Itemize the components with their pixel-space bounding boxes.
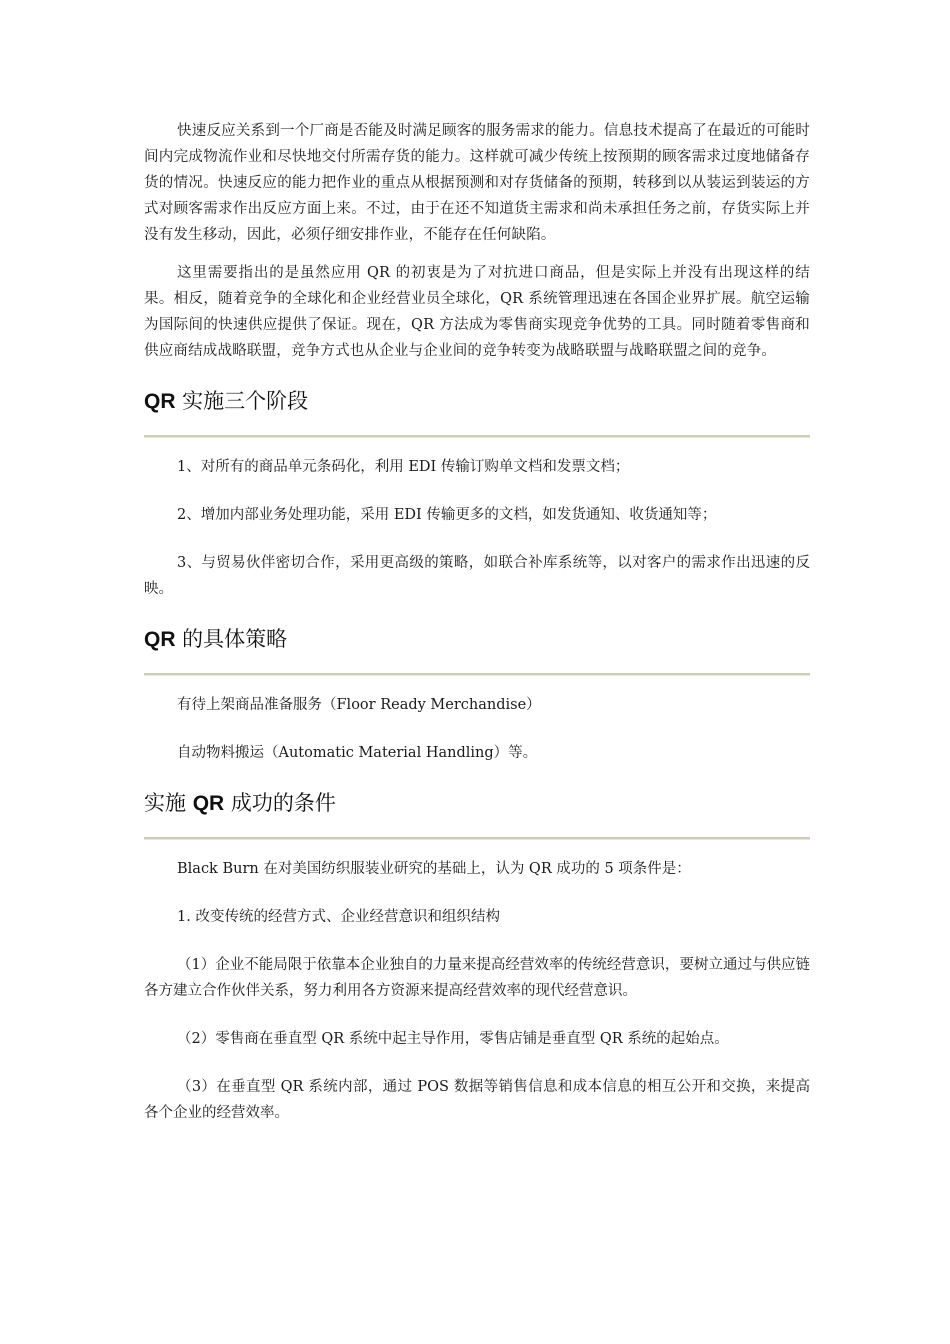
section-divider — [144, 435, 810, 438]
section-title-en: QR — [144, 390, 176, 413]
section-qr-stages-list — [144, 454, 810, 602]
list-item: 3、与贸易伙伴密切合作，采用更高级的策略，如联合补库系统等，以对客户的需求作出迅速的反映。 — [144, 555, 810, 597]
list-item: （2）零售商在垂直型 QR 系统中起主导作用，零售店铺是垂直型 QR 系统的起始点。 — [177, 1031, 729, 1047]
list-item: 1. 改变传统的经营方式、企业经营意识和组织结构 — [177, 909, 500, 925]
section-title-zh: 实施三个阶段 — [175, 389, 309, 413]
section-title-qr-strategy — [144, 624, 810, 655]
section-title-zh: 成功的条件 — [224, 791, 336, 815]
section-qr-strategy-list — [144, 692, 810, 766]
list-item: 自动物料搬运（Automatic Material Handling）等。 — [177, 745, 538, 761]
section-title-en: QR — [144, 628, 176, 651]
document-page — [144, 118, 810, 1126]
section-title-qr-stages — [144, 386, 810, 417]
list-item: （3）在垂直型 QR 系统内部，通过 POS 数据等销售信息和成本信息的相互公开和交换，来提高各个企业的经营效率。 — [144, 1079, 810, 1121]
list-item: 1、对所有的商品单元条码化，利用 EDI 传输订购单文档和发票文档； — [177, 459, 630, 475]
section-title-en: QR — [192, 792, 225, 815]
list-item: Black Burn 在对美国纺织服装业研究的基础上，认为 QR 成功的 5 项条件是： — [177, 861, 691, 877]
intro-paragraph-2: 这里需要指出的是虽然应用 QR 的初衷是为了对抗进口商品，但是实际上并没有出现这样的结果。相反，随着竞争的全球化和企业经营业员全球化，QR 系统管理迅速在各国企业界扩展。航空运输为国际间的快速供应提供了保证。现在，QR 方法成为零售商实现竞争优势的工具。同时随着零售商和供应商结成战略联盟，竞争方式也从企业与企业间的竞争转变为战略联盟与战略联盟之间的竞争。 — [144, 265, 810, 359]
section-title-prefix: 实施 — [144, 791, 193, 815]
intro-paragraph-1: 快速反应关系到一个厂商是否能及时满足顾客的服务需求的能力。信息技术提高了在最近的可能时间内完成物流作业和尽快地交付所需存货的能力。这样就可减少传统上按预期的顾客需求过度地储备存货的情况。快速反应的能力把作业的重点从根据预测和对存货储备的预期，转移到以从装运到装运的方式对顾客需求作出反应方面上来。不过，由于在还不知道货主需求和尚未承担任务之前，存货实际上并没有发生移动，因此，必须仔细安排作业，不能存在任何缺陷。 — [144, 123, 810, 243]
section-title-zh: 的具体策略 — [175, 627, 288, 651]
section-divider — [144, 673, 810, 676]
section-divider — [144, 837, 810, 840]
list-item: （1）企业不能局限于依靠本企业独自的力量来提高经营效率的传统经营意识，要树立通过与供应链各方建立合作伙伴关系，努力利用各方资源来提高经营效率的现代经营意识。 — [144, 957, 810, 999]
list-item: 有待上架商品准备服务（Floor Ready Merchandise） — [177, 697, 541, 713]
section-title-qr-conditions — [144, 788, 810, 819]
section-qr-conditions-list — [144, 856, 810, 1126]
list-item: 2、增加内部业务处理功能，采用 EDI 传输更多的文档，如发货通知、收货通知等； — [177, 507, 717, 523]
